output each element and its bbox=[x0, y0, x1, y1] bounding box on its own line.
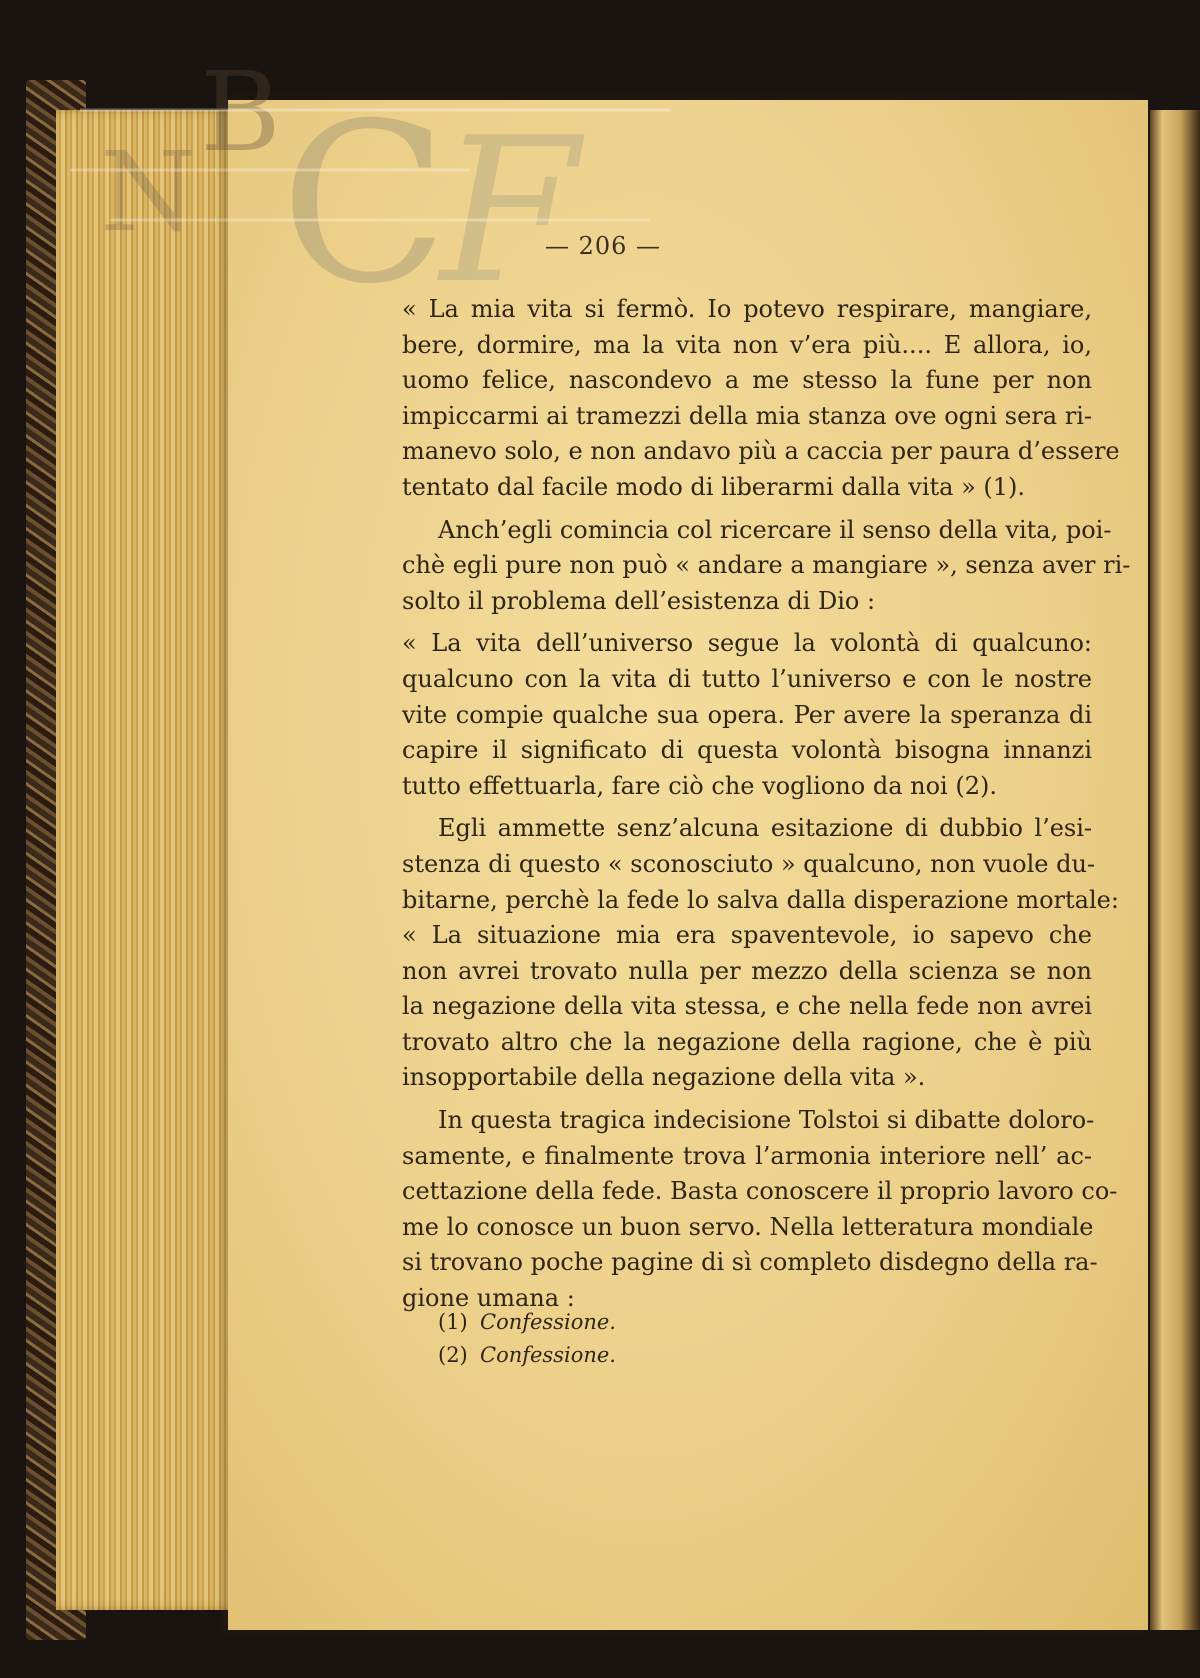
text-line: Egli ammette senz’alcuna esitazione di dubbio l’esi- bbox=[438, 814, 1092, 843]
footnote bbox=[438, 1306, 938, 1339]
body-text bbox=[402, 292, 1131, 1317]
footnote-number: (2) bbox=[438, 1343, 468, 1367]
text-line: trovato altro che la negazione della ragione, che è più bbox=[402, 1027, 1092, 1056]
footnote-number: (1) bbox=[438, 1310, 468, 1334]
text-line: tentato dal facile modo di liberarmi dalla vita » (1). bbox=[402, 472, 1026, 501]
text-line: chè egli pure non può « andare a mangiare », senza aver ri- bbox=[402, 551, 1131, 580]
text-line: non avrei trovato nulla per mezzo della scienza se non bbox=[402, 956, 1092, 985]
text-line: si trovano poche pagine di sì completo disdegno della ra- bbox=[402, 1248, 1098, 1277]
text-line: Anch’egli comincia col ricercare il senso della vita, poi- bbox=[438, 515, 1112, 544]
text-line: cettazione della fede. Basta conoscere il proprio lavoro co- bbox=[402, 1177, 1118, 1206]
footnote-text: Confessione. bbox=[480, 1310, 616, 1334]
svg-text:N: N bbox=[100, 128, 197, 256]
footnote-text: Confessione. bbox=[480, 1343, 616, 1367]
text-line: solto il problema dell’esistenza di Dio : bbox=[402, 586, 876, 615]
page-edges bbox=[56, 110, 256, 1610]
text-line: bere, dormire, ma la vita non v’era più.... E allora, io, bbox=[402, 330, 1092, 359]
text-line: uomo felice, nascondevo a me stesso la fune per non bbox=[402, 366, 1092, 395]
text-line: stenza di questo « sconosciuto » qualcuno, non vuole du- bbox=[402, 849, 1096, 878]
text-line: samente, e finalmente trova l’armonia interiore nell’ ac- bbox=[402, 1141, 1092, 1170]
text-line: tutto effettuarla, fare ciò che vogliono da noi (2). bbox=[402, 771, 997, 800]
facing-page-edge bbox=[1150, 110, 1200, 1630]
text-line: « La vita dell’universo segue la volontà di qualcuno: bbox=[402, 629, 1092, 658]
svg-text:F: F bbox=[440, 95, 579, 310]
text-line: « La situazione mia era spaventevole, io sapevo che bbox=[402, 921, 1092, 950]
svg-text:B: B bbox=[200, 48, 281, 176]
text-line: me lo conosce un buon servo. Nella letteratura mondiale bbox=[402, 1212, 1094, 1241]
footnote bbox=[438, 1339, 938, 1372]
text-line: capire il significato di questa volontà bisogna innanzi bbox=[402, 736, 1092, 765]
text-line: la negazione della vita stessa, e che nella fede non avrei bbox=[402, 992, 1092, 1021]
text-line: « La mia vita si fermò. Io potevo respirare, mangiare, bbox=[402, 295, 1092, 323]
text-line: In questa tragica indecisione Tolstoi si dibatte doloro- bbox=[438, 1106, 1095, 1135]
svg-text:C: C bbox=[280, 76, 449, 310]
text-line: qualcuno con la vita di tutto l’universo e con le nostre bbox=[402, 664, 1092, 693]
text-line: impiccarmi ai tramezzi della mia stanza ove ogni sera ri- bbox=[402, 401, 1092, 430]
text-line: insopportabile della negazione della vita ». bbox=[402, 1063, 926, 1092]
page-number: — 206 — bbox=[544, 232, 662, 260]
text-line: manevo solo, e non andavo più a caccia per paura d’essere bbox=[402, 437, 1120, 466]
text-line: gione umana : bbox=[402, 1284, 575, 1313]
text-line: vite compie qualche sua opera. Per avere la speranza di bbox=[402, 700, 1092, 729]
text-line: bitarne, perchè la fede lo salva dalla disperazione mortale: bbox=[402, 885, 1119, 914]
footnotes bbox=[438, 1306, 938, 1372]
